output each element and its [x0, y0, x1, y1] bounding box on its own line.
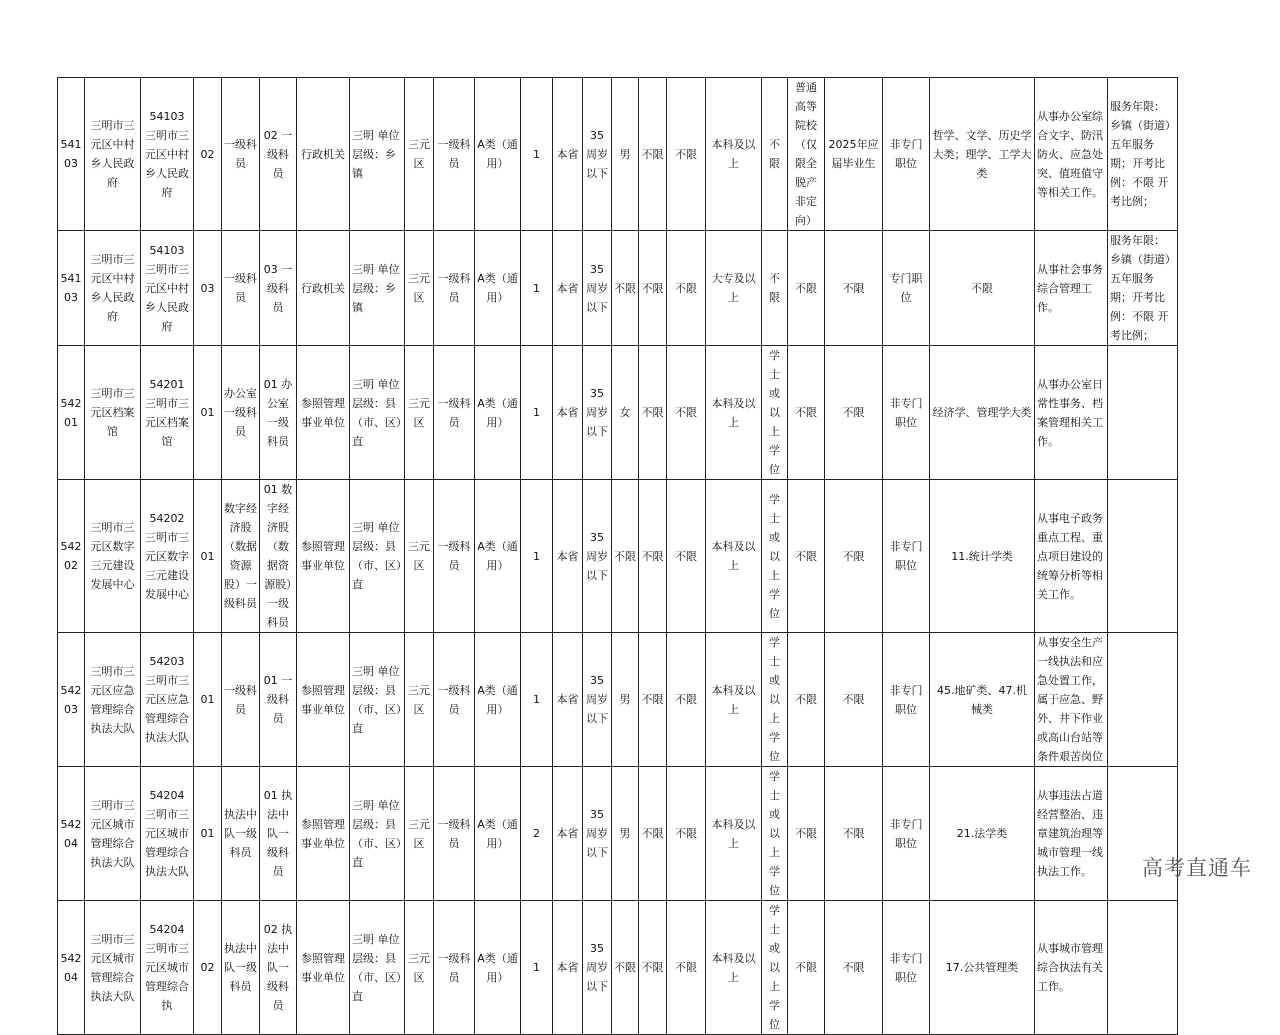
cell-post-code: 02 执法中队一级科员 — [260, 901, 297, 1035]
cell-org-type: 行政机关 — [297, 231, 350, 346]
cell-politics: 不限 — [667, 767, 706, 901]
cell-dept: 54202 三明市三元区数字三元建设发展中心 — [141, 480, 194, 633]
cell-education: 本科及以上 — [706, 346, 762, 480]
cell-gender: 不限 — [612, 901, 639, 1035]
cell-seq: 01 — [194, 480, 222, 633]
cell-grad: 不限 — [825, 231, 883, 346]
cell-school: 不限 — [788, 633, 825, 767]
cell-seq: 01 — [194, 346, 222, 480]
cell-job-type: 非专门职位 — [883, 346, 930, 480]
cell-degree: 学士或以上学位 — [762, 480, 788, 633]
cell-age: 35周岁以下 — [583, 767, 612, 901]
cell-district: 三元区 — [405, 767, 434, 901]
cell-origin: 本省 — [553, 901, 583, 1035]
cell-count: 1 — [521, 231, 553, 346]
cell-age: 35周岁以下 — [583, 346, 612, 480]
cell-org-type: 参照管理事业单位 — [297, 346, 350, 480]
cell-post: 数字经济股（数据资源股）一级科员 — [222, 480, 260, 633]
cell-grad: 不限 — [825, 480, 883, 633]
cell-major: 17.公共管理类 — [930, 901, 1035, 1035]
cell-notes — [1108, 901, 1178, 1035]
cell-school: 不限 — [788, 480, 825, 633]
cell-level: 三明 单位层级：县（市、区）直 — [350, 346, 405, 480]
cell-post: 一级科员 — [222, 633, 260, 767]
cell-district: 三元区 — [405, 480, 434, 633]
cell-district: 三元区 — [405, 346, 434, 480]
cell-degree: 不限 — [762, 231, 788, 346]
cell-district: 三元区 — [405, 901, 434, 1035]
cell-post-code: 01 数字经济股（数据资源股）一级科员 — [260, 480, 297, 633]
cell-level: 三明 单位层级：县（市、区）直 — [350, 901, 405, 1035]
cell-origin: 本省 — [553, 231, 583, 346]
cell-education: 本科及以上 — [706, 633, 762, 767]
cell-level: 三明 单位层级：县（市、区）直 — [350, 767, 405, 901]
cell-exam: A类（通用） — [475, 901, 521, 1035]
cell-education: 本科及以上 — [706, 901, 762, 1035]
cell-post-code: 03 一级科员 — [260, 231, 297, 346]
cell-gender: 不限 — [612, 231, 639, 346]
cell-unit: 三明市三元区档案馆 — [85, 346, 141, 480]
cell-origin: 本省 — [553, 480, 583, 633]
cell-ethnic: 不限 — [639, 633, 667, 767]
cell-exam: A类（通用） — [475, 480, 521, 633]
cell-job-type: 非专门职位 — [883, 633, 930, 767]
cell-school: 不限 — [788, 767, 825, 901]
cell-age: 35周岁以下 — [583, 78, 612, 231]
cell-major: 不限 — [930, 231, 1035, 346]
cell-seq: 01 — [194, 633, 222, 767]
table-row — [58, 231, 1178, 346]
cell-notes: 服务年限：乡镇（街道）五年服务期；开考比例：不限 开考比例； — [1108, 78, 1178, 231]
cell-exam: A类（通用） — [475, 346, 521, 480]
cell-duty: 从事办公室综合文字、防汛防火、应急处突、值班值守等相关工作。 — [1035, 78, 1108, 231]
cell-grad: 不限 — [825, 767, 883, 901]
cell-org-type: 参照管理事业单位 — [297, 767, 350, 901]
cell-rank: 一级科员 — [434, 231, 475, 346]
cell-politics: 不限 — [667, 901, 706, 1035]
cell-count: 1 — [521, 78, 553, 231]
cell-code: 54103 — [58, 231, 85, 346]
cell-politics: 不限 — [667, 480, 706, 633]
cell-school: 不限 — [788, 231, 825, 346]
cell-gender: 女 — [612, 346, 639, 480]
cell-district: 三元区 — [405, 231, 434, 346]
cell-politics: 不限 — [667, 78, 706, 231]
cell-post-code: 02 一级科员 — [260, 78, 297, 231]
cell-degree: 不限 — [762, 78, 788, 231]
cell-school: 不限 — [788, 901, 825, 1035]
cell-major: 11.统计学类 — [930, 480, 1035, 633]
cell-unit: 三明市三元区中村乡人民政府 — [85, 78, 141, 231]
watermark-logo: 高考直通车 — [1142, 856, 1252, 880]
cell-job-type: 非专门职位 — [883, 78, 930, 231]
cell-major: 45.地矿类、47.机械类 — [930, 633, 1035, 767]
cell-gender: 男 — [612, 633, 639, 767]
cell-major: 21.法学类 — [930, 767, 1035, 901]
table-row — [58, 767, 1178, 901]
cell-unit: 三明市三元区应急管理综合执法大队 — [85, 633, 141, 767]
cell-code: 54201 — [58, 346, 85, 480]
cell-exam: A类（通用） — [475, 78, 521, 231]
cell-notes — [1108, 633, 1178, 767]
cell-count: 1 — [521, 633, 553, 767]
cell-code: 54203 — [58, 633, 85, 767]
table-body — [58, 78, 1178, 1035]
cell-age: 35周岁以下 — [583, 231, 612, 346]
cell-level: 三明 单位层级：县（市、区）直 — [350, 480, 405, 633]
cell-exam: A类（通用） — [475, 633, 521, 767]
cell-duty: 从事社会事务综合管理工作。 — [1035, 231, 1108, 346]
cell-post: 办公室一级科员 — [222, 346, 260, 480]
table-row — [58, 633, 1178, 767]
cell-job-type: 非专门职位 — [883, 901, 930, 1035]
cell-dept: 54103 三明市三元区中村乡人民政府 — [141, 78, 194, 231]
cell-unit: 三明市三元区城市管理综合执法大队 — [85, 901, 141, 1035]
cell-ethnic: 不限 — [639, 480, 667, 633]
cell-job-type: 非专门职位 — [883, 480, 930, 633]
cell-rank: 一级科员 — [434, 901, 475, 1035]
cell-grad: 不限 — [825, 633, 883, 767]
cell-dept: 54103 三明市三元区中村乡人民政府 — [141, 231, 194, 346]
cell-rank: 一级科员 — [434, 480, 475, 633]
cell-duty: 从事违法占道经营整治、违章建筑治理等城市管理一线执法工作。 — [1035, 767, 1108, 901]
cell-dept: 54201 三明市三元区档案馆 — [141, 346, 194, 480]
cell-count: 1 — [521, 480, 553, 633]
cell-major: 经济学、管理学大类 — [930, 346, 1035, 480]
cell-org-type: 行政机关 — [297, 78, 350, 231]
cell-code: 54202 — [58, 480, 85, 633]
cell-politics: 不限 — [667, 346, 706, 480]
cell-org-type: 参照管理事业单位 — [297, 901, 350, 1035]
cell-duty: 从事安全生产一线执法和应急处置工作，属于应急、野外、井下作业或高山台站等条件艰苦岗位 — [1035, 633, 1108, 767]
cell-seq: 01 — [194, 767, 222, 901]
table-row — [58, 901, 1178, 1035]
cell-org-type: 参照管理事业单位 — [297, 633, 350, 767]
cell-district: 三元区 — [405, 633, 434, 767]
cell-dept: 54203 三明市三元区应急管理综合执法大队 — [141, 633, 194, 767]
table-row — [58, 78, 1178, 231]
cell-code: 54103 — [58, 78, 85, 231]
cell-origin: 本省 — [553, 767, 583, 901]
cell-exam: A类（通用） — [475, 231, 521, 346]
cell-degree: 学士或以上学位 — [762, 901, 788, 1035]
cell-rank: 一级科员 — [434, 633, 475, 767]
cell-ethnic: 不限 — [639, 767, 667, 901]
cell-school: 不限 — [788, 346, 825, 480]
cell-origin: 本省 — [553, 346, 583, 480]
cell-gender: 男 — [612, 767, 639, 901]
cell-seq: 02 — [194, 78, 222, 231]
cell-grad: 2025年应届毕业生 — [825, 78, 883, 231]
cell-post-code: 01 一级科员 — [260, 633, 297, 767]
cell-grad: 不限 — [825, 901, 883, 1035]
cell-unit: 三明市三元区城市管理综合执法大队 — [85, 767, 141, 901]
table-row — [58, 346, 1178, 480]
cell-unit: 三明市三元区数字三元建设发展中心 — [85, 480, 141, 633]
cell-notes — [1108, 346, 1178, 480]
cell-politics: 不限 — [667, 633, 706, 767]
cell-age: 35周岁以下 — [583, 633, 612, 767]
cell-school: 普通高等院校（仅限全脱产非定向） — [788, 78, 825, 231]
cell-notes: 服务年限：乡镇（街道）五年服务期；开考比例：不限 开考比例； — [1108, 231, 1178, 346]
cell-dept: 54204 三明市三元区城市管理综合执法大队 — [141, 767, 194, 901]
cell-gender: 男 — [612, 78, 639, 231]
cell-org-type: 参照管理事业单位 — [297, 480, 350, 633]
cell-politics: 不限 — [667, 231, 706, 346]
cell-notes — [1108, 480, 1178, 633]
cell-job-type: 非专门职位 — [883, 767, 930, 901]
cell-level: 三明 单位层级：乡镇 — [350, 231, 405, 346]
cell-age: 35周岁以下 — [583, 901, 612, 1035]
cell-post-code: 01 办公室一级科员 — [260, 346, 297, 480]
cell-seq: 02 — [194, 901, 222, 1035]
cell-major: 哲学、文学、历史学大类；理学、工学大类 — [930, 78, 1035, 231]
cell-ethnic: 不限 — [639, 901, 667, 1035]
cell-exam: A类（通用） — [475, 767, 521, 901]
recruitment-table — [57, 77, 1178, 1035]
cell-district: 三元区 — [405, 78, 434, 231]
cell-education: 本科及以上 — [706, 767, 762, 901]
cell-duty: 从事电子政务重点工程、重点项目建设的统筹分析等相关工作。 — [1035, 480, 1108, 633]
cell-education: 本科及以上 — [706, 480, 762, 633]
cell-unit: 三明市三元区中村乡人民政府 — [85, 231, 141, 346]
cell-duty: 从事城市管理综合执法有关工作。 — [1035, 901, 1108, 1035]
cell-post: 执法中队一级科员 — [222, 901, 260, 1035]
cell-duty: 从事办公室日常性事务、档案管理相关工作。 — [1035, 346, 1108, 480]
cell-degree: 学士或以上学位 — [762, 346, 788, 480]
cell-gender: 不限 — [612, 480, 639, 633]
cell-education: 大专及以上 — [706, 231, 762, 346]
cell-grad: 不限 — [825, 346, 883, 480]
cell-rank: 一级科员 — [434, 767, 475, 901]
cell-count: 1 — [521, 901, 553, 1035]
cell-level: 三明 单位层级：县（市、区）直 — [350, 633, 405, 767]
cell-origin: 本省 — [553, 78, 583, 231]
cell-post-code: 01 执法中队一级科员 — [260, 767, 297, 901]
cell-ethnic: 不限 — [639, 231, 667, 346]
cell-ethnic: 不限 — [639, 346, 667, 480]
cell-seq: 03 — [194, 231, 222, 346]
cell-origin: 本省 — [553, 633, 583, 767]
cell-age: 35周岁以下 — [583, 480, 612, 633]
cell-dept: 54204 三明市三元区城市管理综合执 — [141, 901, 194, 1035]
cell-rank: 一级科员 — [434, 346, 475, 480]
cell-post: 执法中队一级科员 — [222, 767, 260, 901]
cell-post: 一级科员 — [222, 231, 260, 346]
cell-post: 一级科员 — [222, 78, 260, 231]
cell-level: 三明 单位层级：乡镇 — [350, 78, 405, 231]
cell-degree: 学士或以上学位 — [762, 767, 788, 901]
cell-count: 2 — [521, 767, 553, 901]
cell-code: 54204 — [58, 767, 85, 901]
cell-education: 本科及以上 — [706, 78, 762, 231]
cell-count: 1 — [521, 346, 553, 480]
cell-job-type: 专门职位 — [883, 231, 930, 346]
cell-rank: 一级科员 — [434, 78, 475, 231]
table-row — [58, 480, 1178, 633]
cell-code: 54204 — [58, 901, 85, 1035]
cell-ethnic: 不限 — [639, 78, 667, 231]
cell-degree: 学士或以上学位 — [762, 633, 788, 767]
